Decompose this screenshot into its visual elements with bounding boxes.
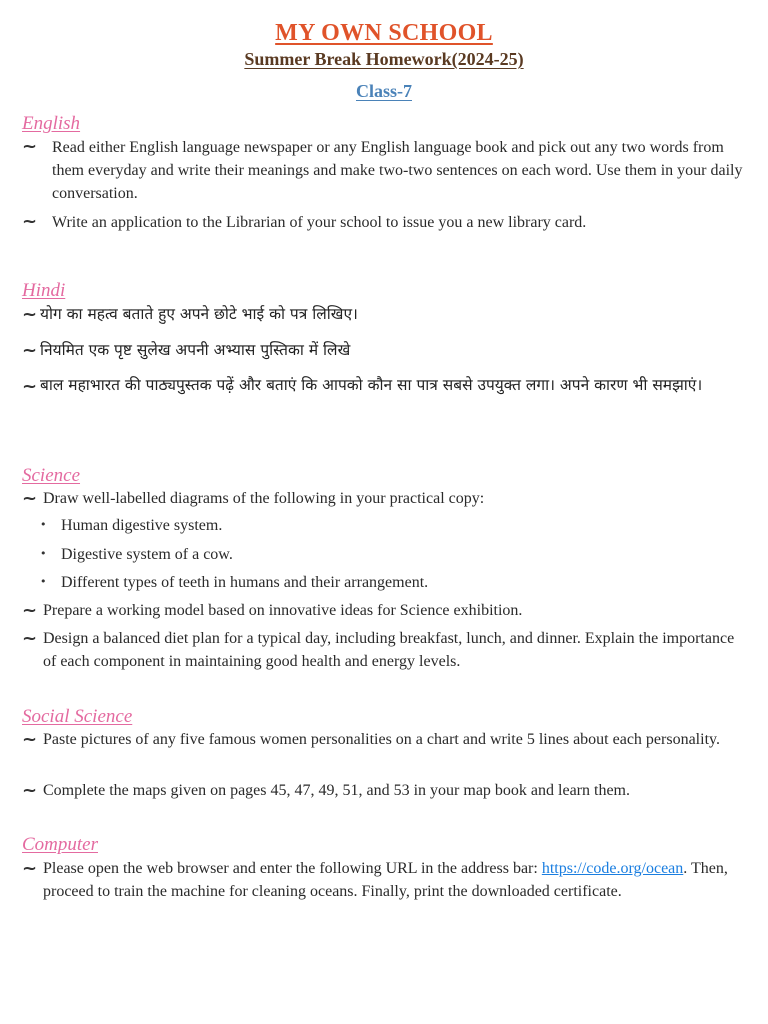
bullet-icon: ~	[22, 600, 38, 621]
bullet-icon: ~	[22, 729, 38, 750]
computer-text-before: Please open the web browser and enter the following URL in the address bar:	[43, 860, 542, 877]
hindi-item-3: बाल महाभारत की पाठ्यपुस्तक पढ़ें और बताएं कि आपको कौन सा पात्र सबसे उपयुक्त लगा। अपने कारण भी समझाएं।	[40, 376, 703, 394]
social-item-2: Complete the maps given on pages 45, 47, 49, 51, and 53 in your map book and learn them.	[43, 782, 630, 799]
science-subitem-1: Human digestive system.	[61, 517, 223, 534]
sub-bullet-icon: •	[40, 547, 47, 560]
bullet-icon: ~	[22, 211, 38, 232]
bullet-icon: ~	[22, 136, 38, 157]
code-org-ocean-link[interactable]: https://code.org/ocean	[541, 860, 684, 877]
science-subitem-3: Different types of teeth in humans and their arrangement.	[61, 574, 429, 591]
science-item-2: Prepare a working model based on innovative ideas for Science exhibition.	[43, 602, 523, 619]
homework-subtitle: Summer Break Homework(2024-25)	[244, 49, 524, 69]
hindi-item-1: योग का महत्व बताते हुए अपने छोटे भाई को पत्र लिखिए।	[40, 305, 358, 323]
science-subitem-2: Digestive system of a cow.	[61, 546, 233, 563]
science-heading: Science	[22, 465, 81, 486]
computer-item-1	[43, 857, 748, 903]
sub-bullet-icon: •	[40, 575, 47, 588]
bullet-icon: ~	[22, 376, 38, 397]
bullet-icon: ~	[22, 628, 38, 649]
bullet-icon: ~	[22, 488, 38, 509]
english-item-1: Read either English language newspaper or any English language book and pick out any two words from them everyday and write their meanings and make two-two sentences on each word. Use them in your daily conversation.	[52, 139, 743, 202]
hindi-heading: Hindi	[22, 280, 66, 301]
english-item-2: Write an application to the Librarian of your school to issue you a new library card.	[52, 214, 587, 231]
class-label: Class-7	[355, 81, 412, 101]
bullet-icon: ~	[22, 858, 38, 879]
bullet-icon: ~	[22, 340, 38, 361]
sub-bullet-icon: •	[40, 518, 47, 531]
hindi-item-2: नियमित एक पृष्ट सुलेख अपनी अभ्यास पुस्तिका में लिखे	[40, 341, 351, 359]
school-title: MY OWN SCHOOL	[275, 20, 493, 46]
science-item-3: Design a balanced diet plan for a typical day, including breakfast, lunch, and dinner. Explain the importance of each component in maintaining good health and energy levels.	[43, 630, 735, 670]
computer-heading: Computer	[22, 834, 98, 855]
bullet-icon: ~	[22, 780, 38, 801]
english-heading: English	[22, 113, 81, 134]
social-science-heading: Social Science	[22, 706, 133, 727]
science-item-1: Draw well-labelled diagrams of the following in your practical copy:	[43, 490, 485, 507]
bullet-icon: ~	[22, 304, 38, 325]
social-item-1: Paste pictures of any five famous women personalities on a chart and write 5 lines about each personality.	[43, 731, 720, 748]
computer-text-after: . Then, proceed to train the machine for cleaning oceans. Finally, print the downloaded certificate.	[43, 860, 728, 900]
